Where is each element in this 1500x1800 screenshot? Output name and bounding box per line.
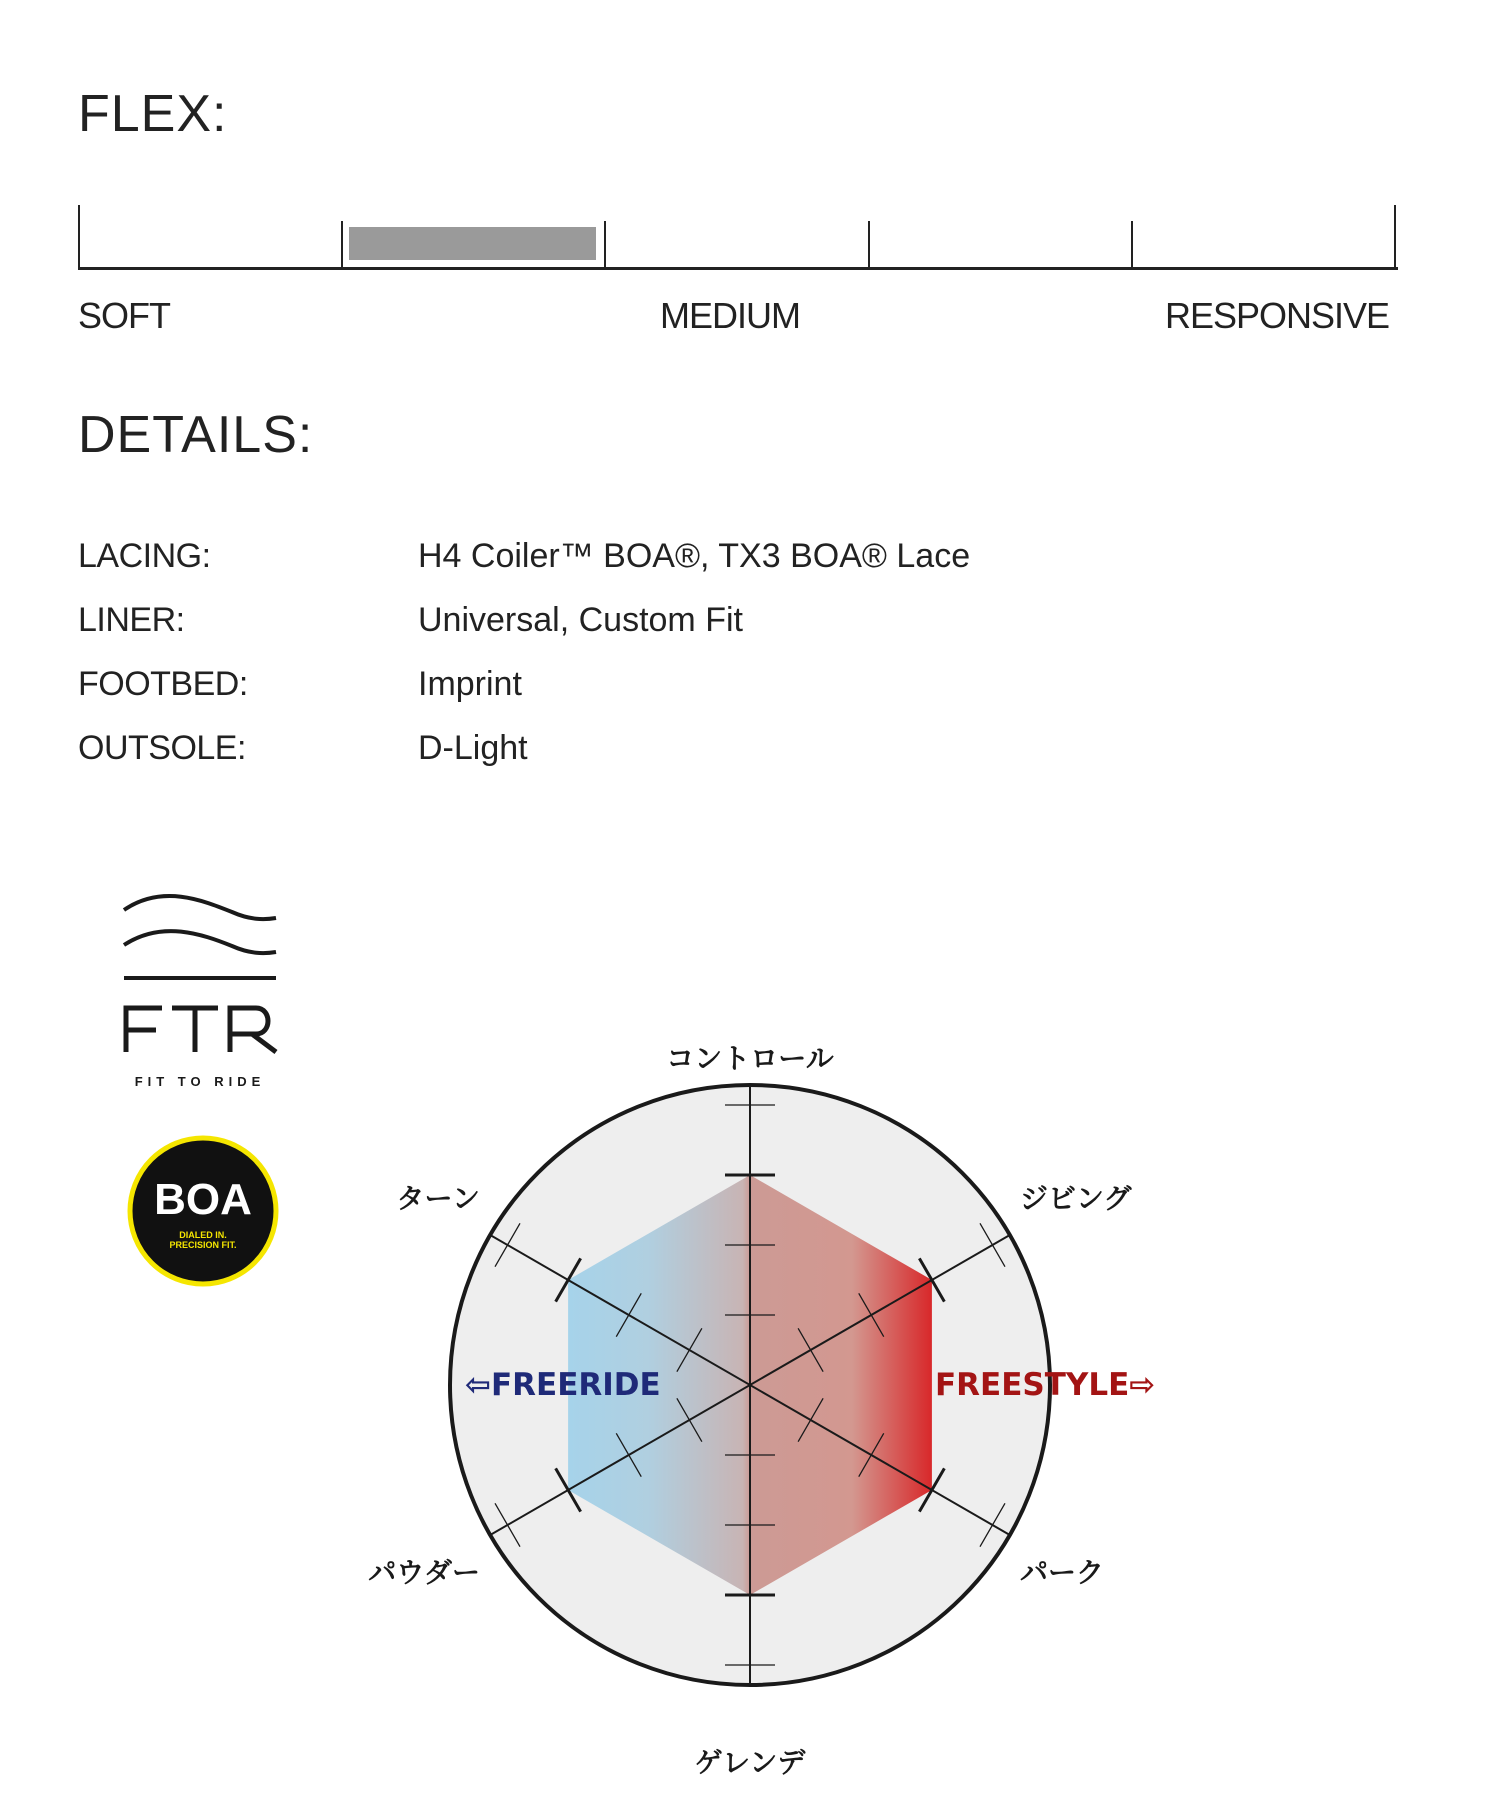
flex-label-medium: MEDIUM bbox=[660, 295, 800, 336]
radar-axis-label: ターン bbox=[396, 1182, 480, 1215]
detail-row-outsole bbox=[78, 729, 1078, 779]
boa-tagline-2: PRECISION FIT. bbox=[169, 1240, 237, 1250]
details-title: DETAILS: bbox=[78, 406, 314, 464]
flex-title: FLEX: bbox=[78, 85, 228, 143]
boa-mark: BOA bbox=[154, 1175, 252, 1224]
flex-label-soft: SOFT bbox=[78, 295, 170, 336]
detail-key: OUTSOLE: bbox=[78, 729, 246, 767]
detail-row-lacing bbox=[78, 537, 1078, 587]
freeride-label: ⇦FREERIDE bbox=[465, 1367, 661, 1403]
detail-value: H4 Coiler™ BOA®, TX3 BOA® Lace bbox=[418, 537, 971, 575]
flex-label-responsive: RESPONSIVE bbox=[1165, 295, 1390, 336]
ftr-logo bbox=[122, 890, 282, 1100]
flex-scale bbox=[78, 200, 1398, 272]
flex-tick-3 bbox=[868, 221, 870, 269]
flex-tick-2 bbox=[604, 221, 606, 269]
flex-baseline bbox=[78, 267, 1398, 270]
boa-tagline-1: DIALED IN. bbox=[179, 1230, 227, 1240]
detail-row-liner bbox=[78, 601, 1078, 651]
radar-axis-label: ジビング bbox=[1020, 1182, 1132, 1215]
detail-value: D-Light bbox=[418, 729, 528, 767]
boa-badge bbox=[127, 1135, 279, 1287]
detail-row-footbed bbox=[78, 665, 1078, 715]
flex-tick-5 bbox=[1394, 205, 1396, 269]
flex-fill-bar bbox=[349, 227, 596, 260]
radar-axis-label: パーク bbox=[1020, 1556, 1105, 1589]
radar-axis-label: パウダー bbox=[368, 1556, 480, 1589]
detail-key: LINER: bbox=[78, 601, 185, 639]
flex-tick-4 bbox=[1131, 221, 1133, 269]
flex-tick-1 bbox=[341, 221, 343, 269]
radar-chart bbox=[300, 990, 1200, 1790]
freestyle-label: FREESTYLE⇨ bbox=[935, 1367, 1156, 1403]
radar-axis-label: コントロール bbox=[666, 1042, 834, 1075]
ftr-tagline: FIT TO RIDE bbox=[134, 1074, 266, 1089]
detail-key: FOOTBED: bbox=[78, 665, 248, 703]
radar-axis-label: ゲレンデ bbox=[694, 1746, 806, 1779]
detail-key: LACING: bbox=[78, 537, 211, 575]
flex-tick-0 bbox=[78, 205, 80, 269]
detail-value: Imprint bbox=[418, 665, 522, 703]
detail-value: Universal, Custom Fit bbox=[418, 601, 743, 639]
